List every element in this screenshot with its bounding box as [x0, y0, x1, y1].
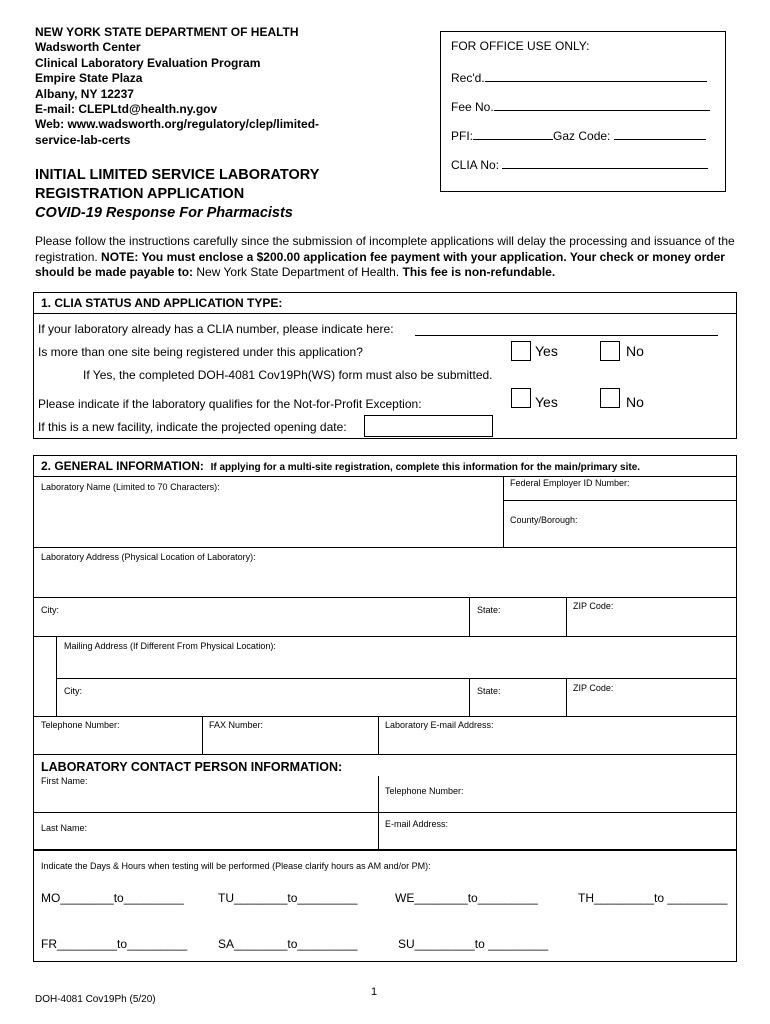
mailing-city-label: City: [64, 686, 82, 696]
header-line: Web: www.wadsworth.org/regulatory/clep/limited- [35, 117, 320, 132]
fax-label: FAX Number: [209, 720, 264, 730]
divider [34, 812, 736, 813]
contact-phone-label: Telephone Number: [385, 786, 464, 796]
fein-label: Federal Employer ID Number: [510, 478, 630, 488]
recd-field[interactable] [485, 69, 707, 82]
divider [202, 716, 203, 754]
schedule-monday[interactable]: MO________to_________ [41, 891, 184, 905]
mailing-zip-label: ZIP Code: [573, 683, 614, 693]
divider [34, 754, 736, 755]
contact-heading: LABORATORY CONTACT PERSON INFORMATION: [41, 760, 343, 774]
multi-site-yes-label: Yes [535, 343, 558, 359]
gaz-code-label: Gaz Code: [553, 129, 611, 143]
intro-text: Please follow the instructions carefully since the submission of incomplete applications will delay the processing and issuance of the registration. [35, 234, 735, 264]
city-label: City: [41, 605, 59, 615]
divider [34, 597, 736, 598]
first-name-label: First Name: [41, 776, 88, 786]
pfi-label: PFI: [451, 129, 474, 143]
last-name-label: Last Name: [41, 823, 88, 833]
opening-date-field[interactable] [364, 415, 493, 437]
mailing-address-label: Mailing Address (If Different From Physical Location): [64, 641, 276, 651]
fee-no-field[interactable] [494, 98, 710, 111]
multi-site-no-checkbox[interactable] [600, 341, 620, 361]
office-use-title: FOR OFFICE USE ONLY: [451, 39, 590, 53]
divider [469, 597, 470, 636]
lab-name-label: Laboratory Name (Limited to 70 Characters): [41, 482, 220, 492]
multi-site-question: Is more than one site being registered under this application? [38, 345, 363, 359]
schedule-friday[interactable]: FR_________to_________ [41, 937, 188, 951]
clia-no-label: CLIA No: [451, 158, 500, 172]
clia-no-field[interactable] [502, 156, 708, 169]
payee: New York State Department of Health. [193, 265, 403, 279]
lab-email-label: Laboratory E-mail Address: [385, 720, 494, 730]
opening-date-question: If this is a new facility, indicate the projected opening date: [38, 420, 347, 434]
divider [566, 678, 567, 716]
divider [503, 476, 504, 547]
nfp-yes-label: Yes [535, 394, 558, 410]
section-2-heading [34, 456, 736, 477]
title-line-3: COVID-19 Response For Pharmacists [35, 205, 293, 221]
fee-no-label: Fee No. [451, 100, 494, 114]
section-clia-status [33, 292, 737, 439]
schedule-thursday[interactable]: TH_________to _________ [578, 891, 728, 905]
header-line: Clinical Laboratory Evaluation Program [35, 55, 261, 70]
schedule-tuesday[interactable]: TU________to_________ [218, 891, 358, 905]
nfp-no-label: No [626, 394, 644, 410]
header-line: Empire State Plaza [35, 71, 143, 86]
recd-label: Rec'd. [451, 71, 485, 85]
section-1-heading: 1. CLIA STATUS AND APPLICATION TYPE: [34, 293, 736, 314]
section-2-subtitle: If applying for a multi-site registration, complete this information for the main/primary site. [210, 462, 641, 473]
divider [34, 716, 736, 717]
form-id: DOH-4081 Cov19Ph (5/20) [35, 994, 156, 1005]
phone-label: Telephone Number: [41, 720, 120, 730]
fee-note: NOTE: You must enclose a $200.00 application fee payment with your application. Your check or money order should be made payable to: [35, 249, 725, 279]
state-label: State: [477, 605, 501, 615]
multi-site-yes-checkbox[interactable] [511, 341, 531, 361]
section-general-info [33, 455, 737, 850]
schedule-sunday[interactable]: SU_________to _________ [398, 937, 549, 951]
schedule-intro: Indicate the Days & Hours when testing will be performed (Please clarify hours as AM and/or PM): [41, 861, 431, 871]
instructions-paragraph [35, 234, 740, 281]
form-title [35, 166, 319, 223]
header-line: E-mail: CLEPLtd@health.ny.gov [35, 102, 218, 117]
title-line-2: REGISTRATION APPLICATION [35, 186, 245, 202]
divider [469, 678, 470, 716]
section-2-title: 2. GENERAL INFORMATION: [41, 459, 204, 473]
header-line: NEW YORK STATE DEPARTMENT OF HEALTH [35, 25, 299, 39]
header-line: service-lab-certs [35, 132, 131, 147]
multi-site-no-label: No [626, 343, 644, 359]
header-line: Wadsworth Center [35, 40, 141, 55]
divider [378, 776, 379, 851]
gaz-code-field[interactable] [614, 127, 706, 140]
contact-email-label: E-mail Address: [385, 819, 449, 829]
divider [503, 500, 736, 501]
non-refundable-note: This fee is non-refundable. [402, 265, 556, 279]
multi-site-note: If Yes, the completed DOH-4081 Cov19Ph(WS) form must also be submitted. [83, 368, 493, 382]
schedule-saturday[interactable]: SA________to_________ [218, 937, 358, 951]
pfi-field[interactable] [473, 127, 553, 140]
divider [56, 678, 736, 679]
agency-header [35, 25, 319, 148]
clia-number-field[interactable] [415, 335, 718, 336]
clia-question: If your laboratory already has a CLIA number, please indicate here: [38, 322, 394, 336]
schedule-wednesday[interactable]: WE________to_________ [395, 891, 538, 905]
mailing-state-label: State: [477, 686, 501, 696]
divider [34, 636, 736, 637]
testing-schedule-box [33, 850, 737, 962]
zip-label: ZIP Code: [573, 601, 614, 611]
county-label: County/Borough: [510, 515, 578, 525]
divider [378, 716, 379, 754]
title-line-1: INITIAL LIMITED SERVICE LABORATORY [35, 167, 320, 183]
page-number: 1 [371, 986, 378, 998]
office-use-box [440, 31, 726, 192]
not-for-profit-question: Please indicate if the laboratory qualifies for the Not-for-Profit Exception: [38, 397, 422, 411]
lab-address-label: Laboratory Address (Physical Location of Laboratory): [41, 552, 256, 562]
divider [34, 547, 736, 548]
divider [56, 636, 57, 716]
header-line: Albany, NY 12237 [35, 86, 134, 101]
divider [566, 597, 567, 636]
nfp-yes-checkbox[interactable] [511, 388, 531, 408]
nfp-no-checkbox[interactable] [600, 388, 620, 408]
